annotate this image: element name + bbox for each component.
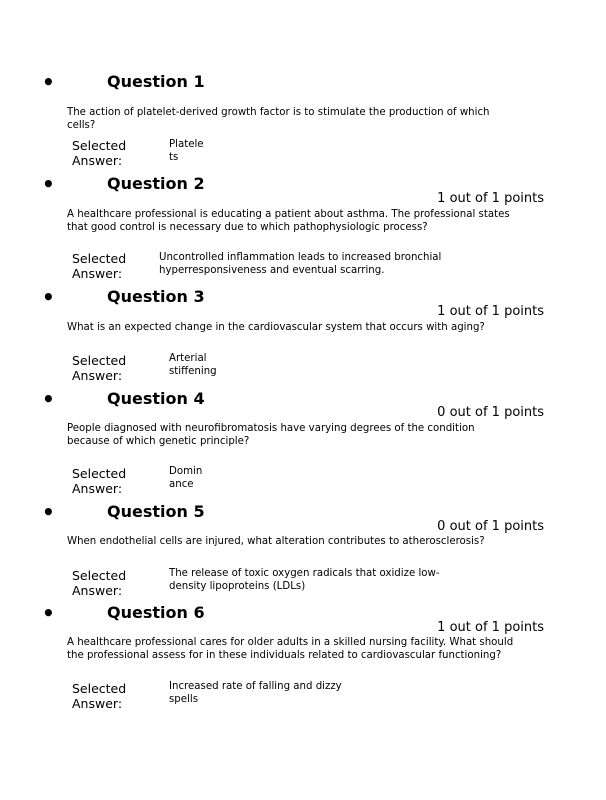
question-title: Question 3 <box>107 287 205 306</box>
bullet-icon: • <box>42 500 55 524</box>
question-text: A healthcare professional is educating a patient about asthma. The professional states that good control is necessary due to which pathophysiologic process? <box>67 209 510 233</box>
question-points: 0 out of 1 points <box>437 519 544 534</box>
question-points: 0 out of 1 points <box>437 405 544 420</box>
question-text: The action of platelet-derived growth factor is to stimulate the production of which cells? <box>67 107 490 131</box>
selected-answer-value: Platelets <box>169 139 204 163</box>
question-title: Question 6 <box>107 603 205 622</box>
question-points: 1 out of 1 points <box>437 304 544 319</box>
question-text: What is an expected change in the cardiovascular system that occurs with aging? <box>67 322 485 333</box>
bullet-icon: • <box>42 387 55 411</box>
question-text: A healthcare professional cares for older adults in a skilled nursing facility. What should the professional assess for in these individuals related to cardiovascular functioning? <box>67 637 514 661</box>
bullet-icon: • <box>42 70 55 94</box>
question-points: 1 out of 1 points <box>437 191 544 206</box>
question-title: Question 2 <box>107 174 205 193</box>
question-title: Question 1 <box>107 72 205 91</box>
bullet-icon: • <box>42 172 55 196</box>
selected-answer-label: Selected Answer: <box>72 466 127 496</box>
bullet-icon: • <box>42 601 55 625</box>
bullet-icon: • <box>42 285 55 309</box>
selected-answer-label: Selected Answer: <box>72 568 127 598</box>
question-text: People diagnosed with neurofibromatosis have varying degrees of the condition because of which genetic principle? <box>67 423 475 447</box>
question-title: Question 4 <box>107 389 205 408</box>
question-points: 1 out of 1 points <box>437 620 544 635</box>
question-text: When endothelial cells are injured, what alteration contributes to atherosclerosis? <box>67 536 485 547</box>
selected-answer-label: Selected Answer: <box>72 251 127 281</box>
selected-answer-label: Selected Answer: <box>72 353 127 383</box>
selected-answer-value: The release of toxic oxygen radicals that oxidize low-density lipoproteins (LDLs) <box>169 568 440 592</box>
selected-answer-label: Selected Answer: <box>72 681 127 711</box>
selected-answer-value: Increased rate of falling and dizzy spells <box>169 681 342 705</box>
selected-answer-value: Arterial stiffening <box>169 353 217 377</box>
question-title: Question 5 <box>107 502 205 521</box>
selected-answer-label: Selected Answer: <box>72 138 127 168</box>
selected-answer-value: Dominance <box>169 466 203 490</box>
selected-answer-value: Uncontrolled inflammation leads to increased bronchial hyperresponsiveness and eventual scarring. <box>159 252 442 276</box>
